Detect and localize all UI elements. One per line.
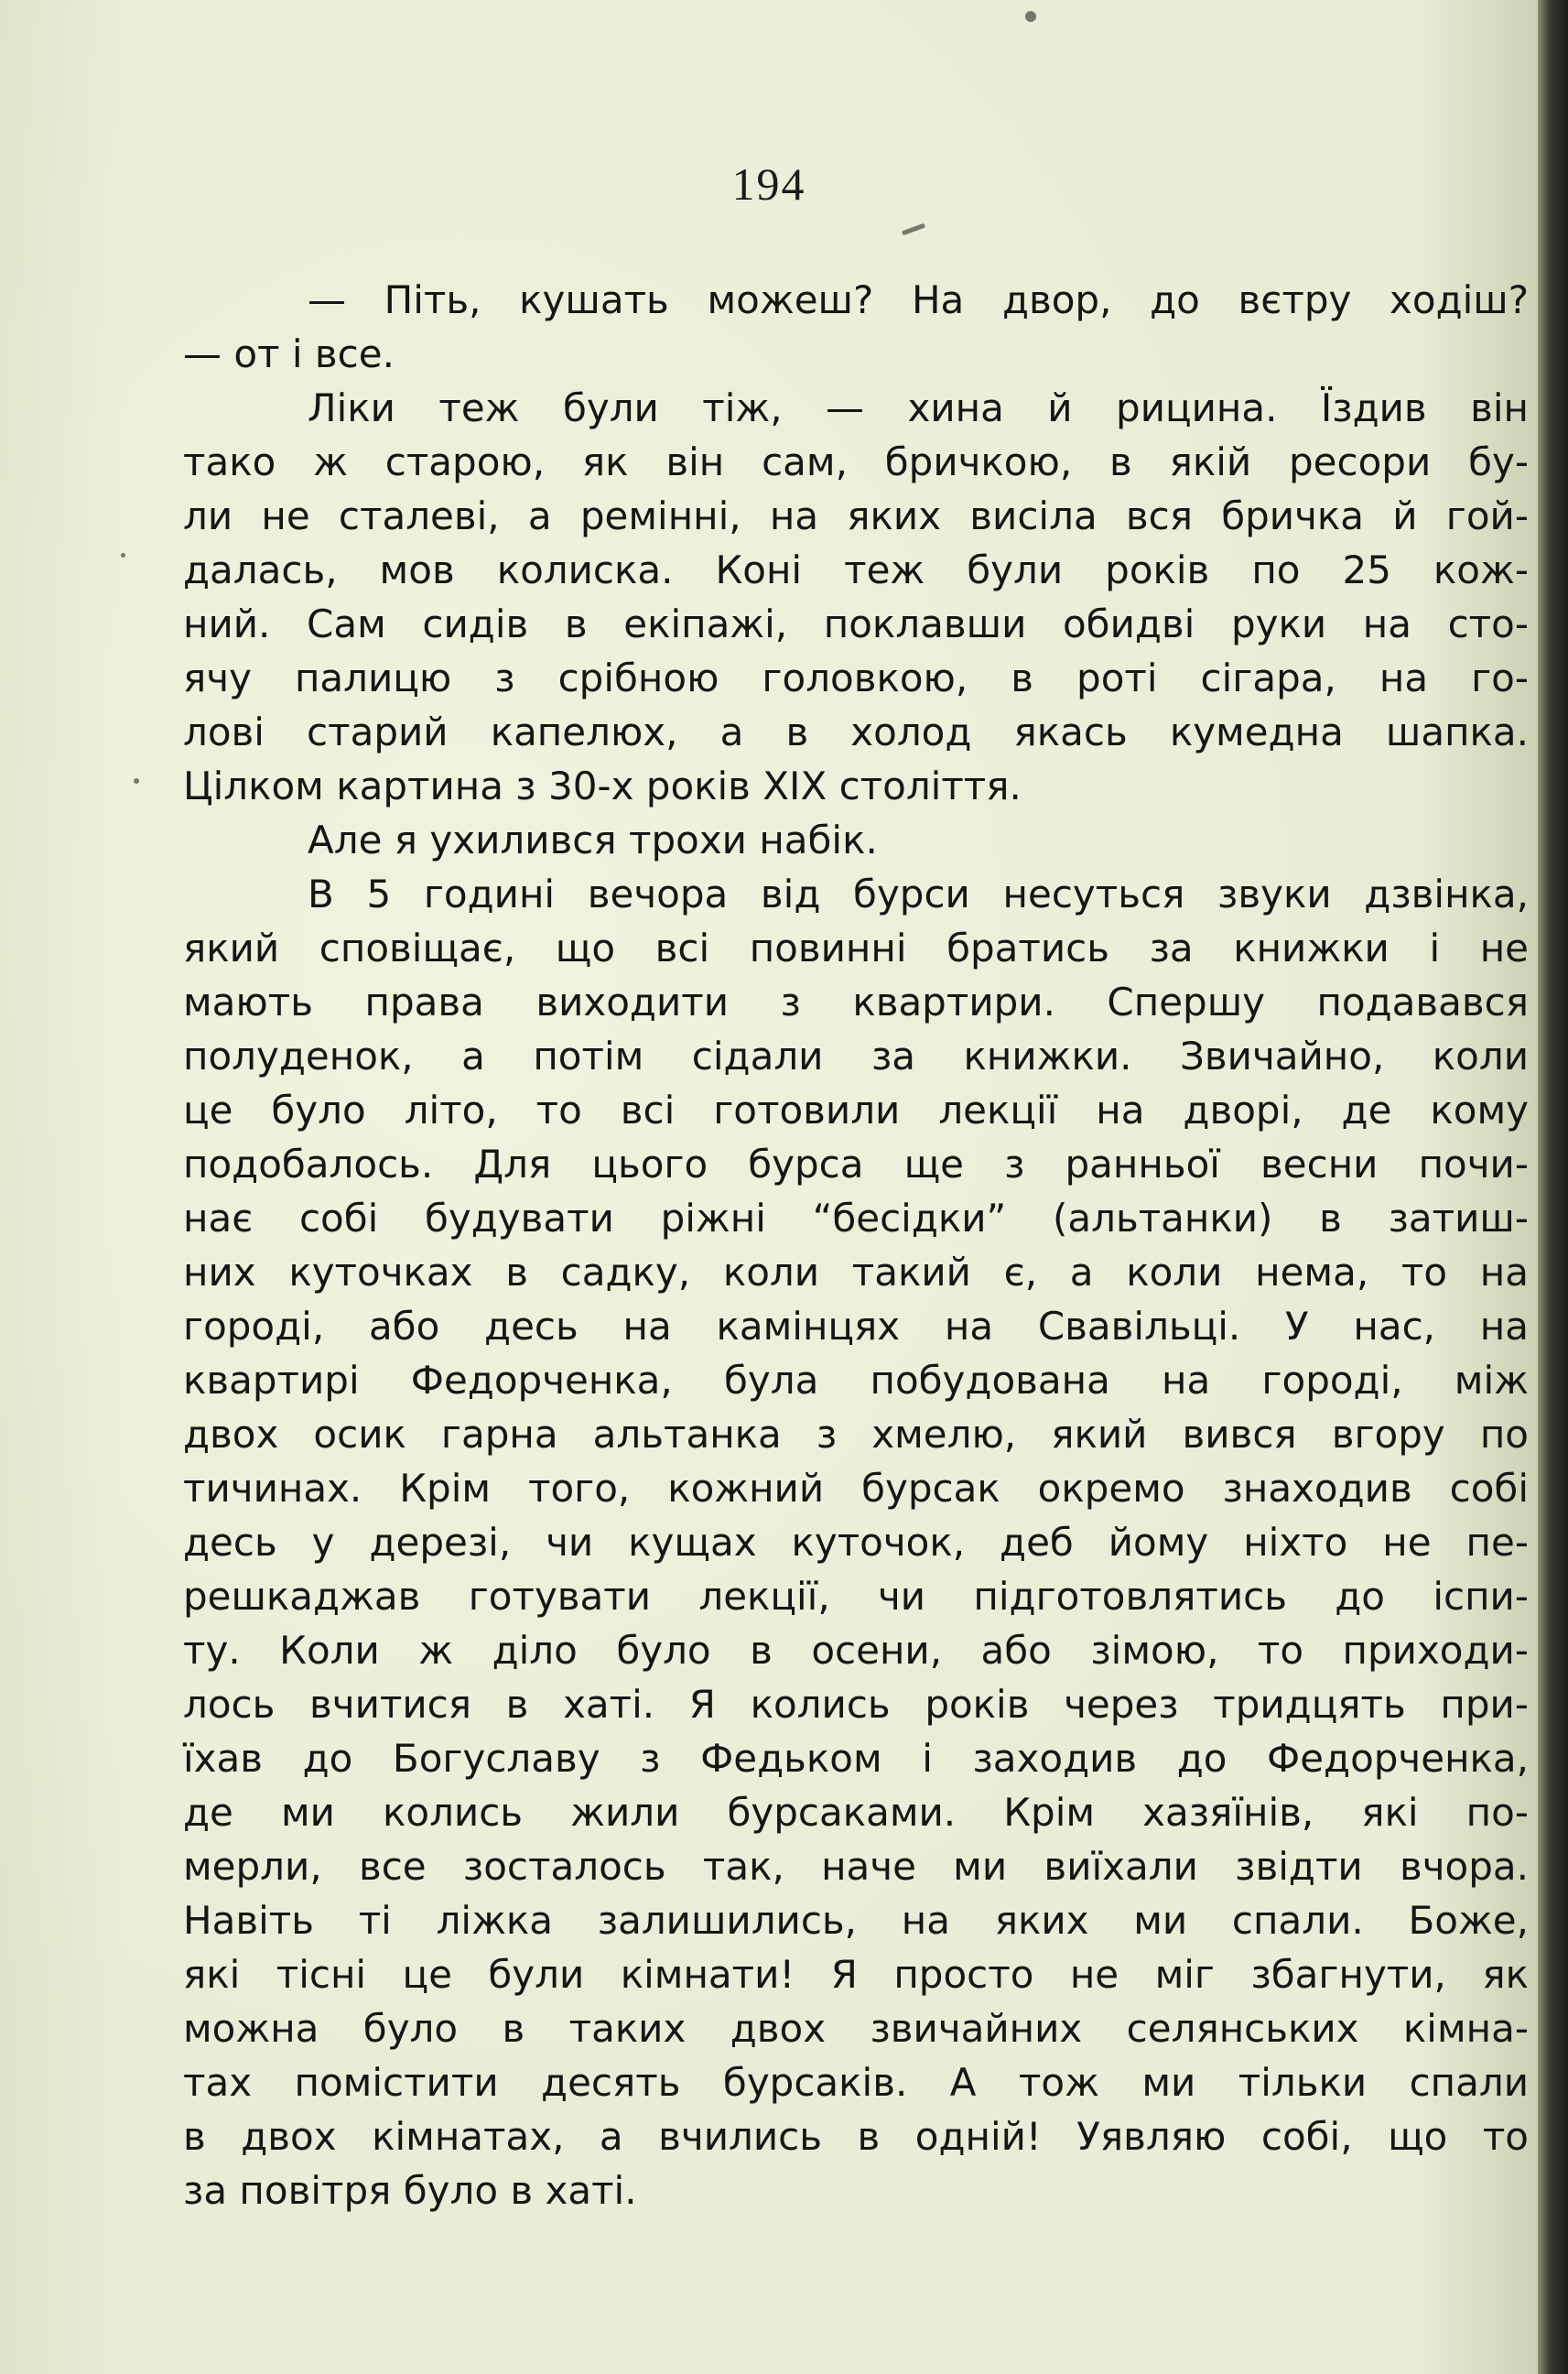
- text-line: де ми колись жили бурсаками. Крім хазяїнів, які по-: [183, 1790, 1529, 1835]
- text-line: в двох кімнатах, а вчились в одній! Уявляю собі, що то: [183, 2114, 1529, 2159]
- text-line: них куточках в садку, коли такий є, а коли нема, то на: [183, 1250, 1529, 1295]
- text-line: тичинах. Крім того, кожний бурсак окремо знаходив собі: [183, 1466, 1529, 1511]
- text-line: Навіть ті ліжка залишились, на яких ми спали. Боже,: [183, 1898, 1529, 1943]
- ink-speck: [902, 223, 925, 236]
- text-line: десь у дерезі, чи кущах куточок, деб йому ніхто не пе-: [183, 1520, 1529, 1565]
- text-line: В 5 годині вечора від бурси несуться звуки дзвінка,: [308, 872, 1529, 916]
- text-line: лось вчитися в хаті. Я колись років через тридцять при-: [183, 1682, 1529, 1727]
- text-line: мають права виходити з квартири. Спершу подавався: [183, 980, 1529, 1024]
- text-line: квартирі Федорченка, була побудована на городі, між: [183, 1358, 1529, 1403]
- text-line: Але я ухилився трохи набік.: [308, 818, 878, 862]
- text-line: за повітря було в хаті.: [183, 2168, 637, 2213]
- ink-speck: [121, 553, 125, 558]
- text-line: які тісні це були кімнати! Я просто не міг збагнути, як: [183, 1952, 1529, 1997]
- text-line: тако ж старою, як він сам, бричкою, в якій ресори бу-: [183, 439, 1529, 484]
- text-line: — от і все.: [183, 331, 395, 376]
- page-edge-shadow: [1538, 0, 1568, 2374]
- text-line: двох осик гарна альтанка з хмелю, який вився вгору по: [183, 1412, 1529, 1457]
- text-line: Цілком картина з 30-х років XIX століття.: [183, 764, 1022, 808]
- text-line: решкаджав готувати лекції, чи підготовлятись до іспи-: [183, 1574, 1529, 1619]
- text-line: лові старий капелюх, а в холод якась кумедна шапка.: [183, 710, 1529, 754]
- text-line: який сповіщає, що всі повинні братись за книжки і не: [183, 926, 1529, 970]
- body-text: [183, 273, 1529, 2217]
- text-line: мерли, все зосталось так, наче ми виїхали звідти вчора.: [183, 1844, 1529, 1889]
- text-line: нає собі будувати ріжні “бесідки” (альтанки) в затиш-: [183, 1196, 1529, 1241]
- ink-speck: [1025, 11, 1036, 22]
- text-line: ний. Сам сидів в екіпажі, поклавши обидві руки на сто-: [183, 602, 1529, 646]
- text-line: далась, мов колиска. Коні теж були років по 25 кож-: [183, 547, 1529, 592]
- text-line: полуденок, а потім сідали за книжки. Звичайно, коли: [183, 1034, 1529, 1079]
- text-line: їхав до Богуславу з Федьком і заходив до Федорченка,: [183, 1736, 1529, 1781]
- ink-speck: [134, 778, 139, 784]
- text-line: ли не сталеві, а ремінні, на яких висіла вся бричка й гой-: [183, 493, 1529, 538]
- text-line: — Піть, кушать можеш? На двор, до вєтру ходіш?: [308, 277, 1529, 322]
- page-number: 194: [731, 158, 806, 210]
- text-line: ячу палицю з срібною головкою, в роті сігара, на го-: [183, 656, 1529, 700]
- text-line: це було літо, то всі готовили лекції на дворі, де кому: [183, 1088, 1529, 1133]
- text-line: ту. Коли ж діло було в осени, або зімою, то приходи-: [183, 1628, 1529, 1673]
- text-line: городі, або десь на камінцях на Свавільці. У нас, на: [183, 1304, 1529, 1349]
- text-line: подобалось. Для цього бурса ще з ранньої весни почи-: [183, 1142, 1529, 1187]
- text-line: можна було в таких двох звичайних селянських кімна-: [183, 2006, 1529, 2051]
- text-line: Ліки теж були тіж, — хина й рицина. Їздив він: [308, 385, 1529, 430]
- text-line: тах помістити десять бурсаків. А тож ми тільки спали: [183, 2060, 1529, 2105]
